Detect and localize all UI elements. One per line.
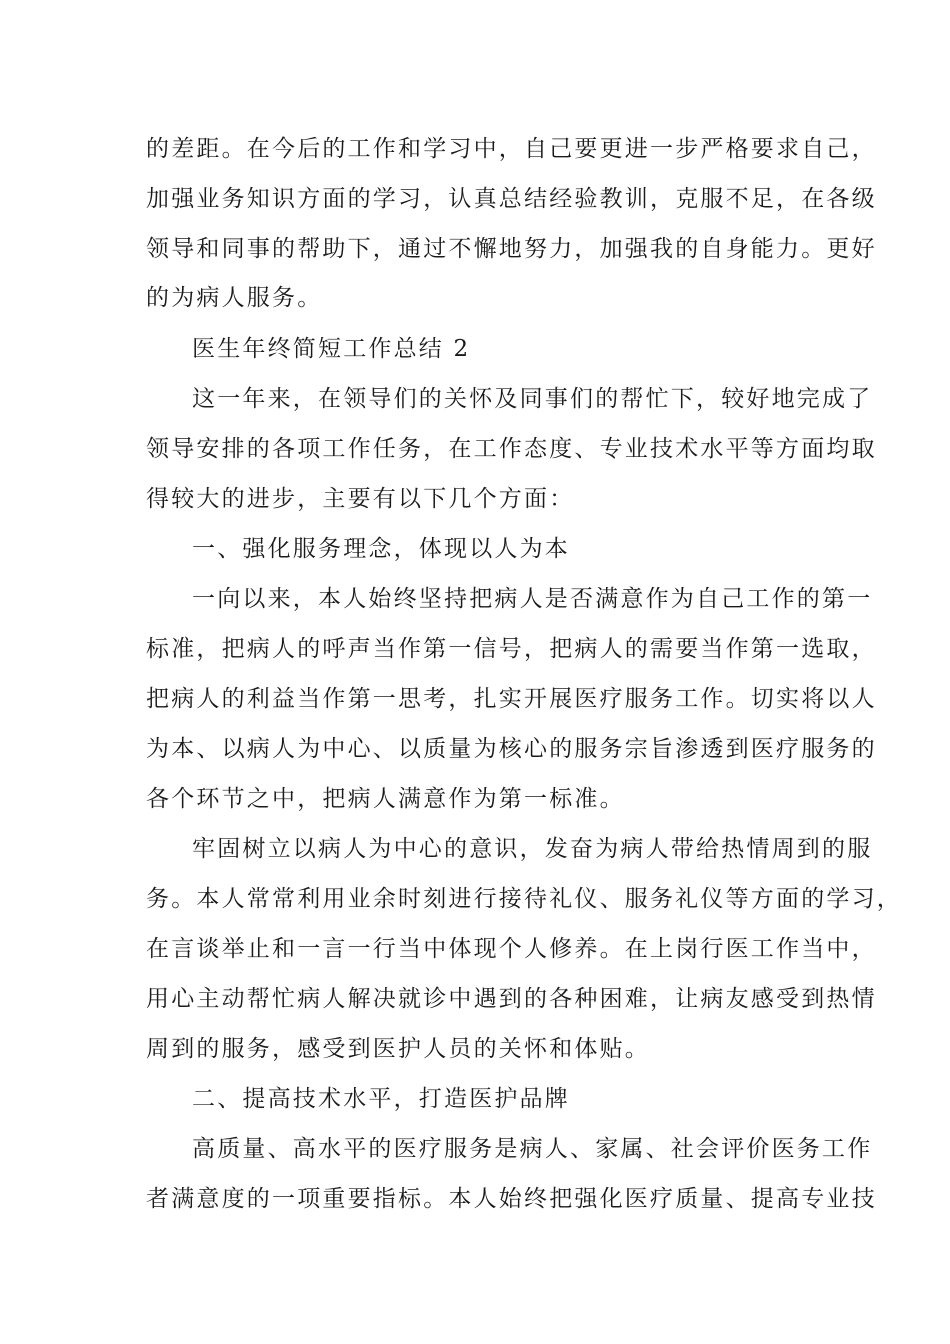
text-line: 在言谈举止和一言一行当中体现个人修养。在上岗行医工作当中， <box>146 936 877 962</box>
text-line: 的为病人服务。 <box>146 285 323 311</box>
text-line: 务。本人常常利用业余时刻进行接待礼仪、服务礼仪等方面的学习， <box>146 886 902 912</box>
text-line: 领导和同事的帮助下，通过不懈地努力，加强我的自身能力。更好 <box>146 236 877 262</box>
section-heading-1: 一、强化服务理念，体现以人为本 <box>192 536 570 562</box>
section-heading-2: 二、提高技术水平，打造医护品牌 <box>192 1086 570 1112</box>
text-line: 者满意度的一项重要指标。本人始终把强化医疗质量、提高专业技 <box>146 1186 877 1212</box>
text-line: 得较大的进步，主要有以下几个方面： <box>146 486 575 512</box>
text-line: 用心主动帮忙病人解决就诊中遇到的各种困难，让病友感受到热情 <box>146 986 877 1012</box>
text-line: 标准，把病人的呼声当作第一信号，把病人的需要当作第一选取， <box>146 636 877 662</box>
paragraph-start-line: 高质量、高水平的医疗服务是病人、家属、社会评价医务工作 <box>192 1136 873 1162</box>
text-line: 领导安排的各项工作任务，在工作态度、专业技术水平等方面均取 <box>146 436 877 462</box>
text-line: 的差距。在今后的工作和学习中，自己要更进一步严格要求自己， <box>146 136 877 162</box>
section-title: 医生年终简短工作总结 2 <box>192 336 471 362</box>
text-line: 为本、以病人为中心、以质量为核心的服务宗旨渗透到医疗服务的 <box>146 736 877 762</box>
text-line: 周到的服务，感受到医护人员的关怀和体贴。 <box>146 1036 650 1062</box>
text-line: 各个环节之中，把病人满意作为第一标准。 <box>146 786 625 812</box>
paragraph-start-line: 一向以来，本人始终坚持把病人是否满意作为自己工作的第一 <box>192 586 873 612</box>
paragraph-start-line: 这一年来，在领导们的关怀及同事们的帮忙下，较好地完成了 <box>192 386 873 412</box>
text-line: 把病人的利益当作第一思考，扎实开展医疗服务工作。切实将以人 <box>146 686 877 712</box>
text-line: 加强业务知识方面的学习，认真总结经验教训，克服不足，在各级 <box>146 186 877 212</box>
paragraph-start-line: 牢固树立以病人为中心的意识，发奋为病人带给热情周到的服 <box>192 836 873 862</box>
